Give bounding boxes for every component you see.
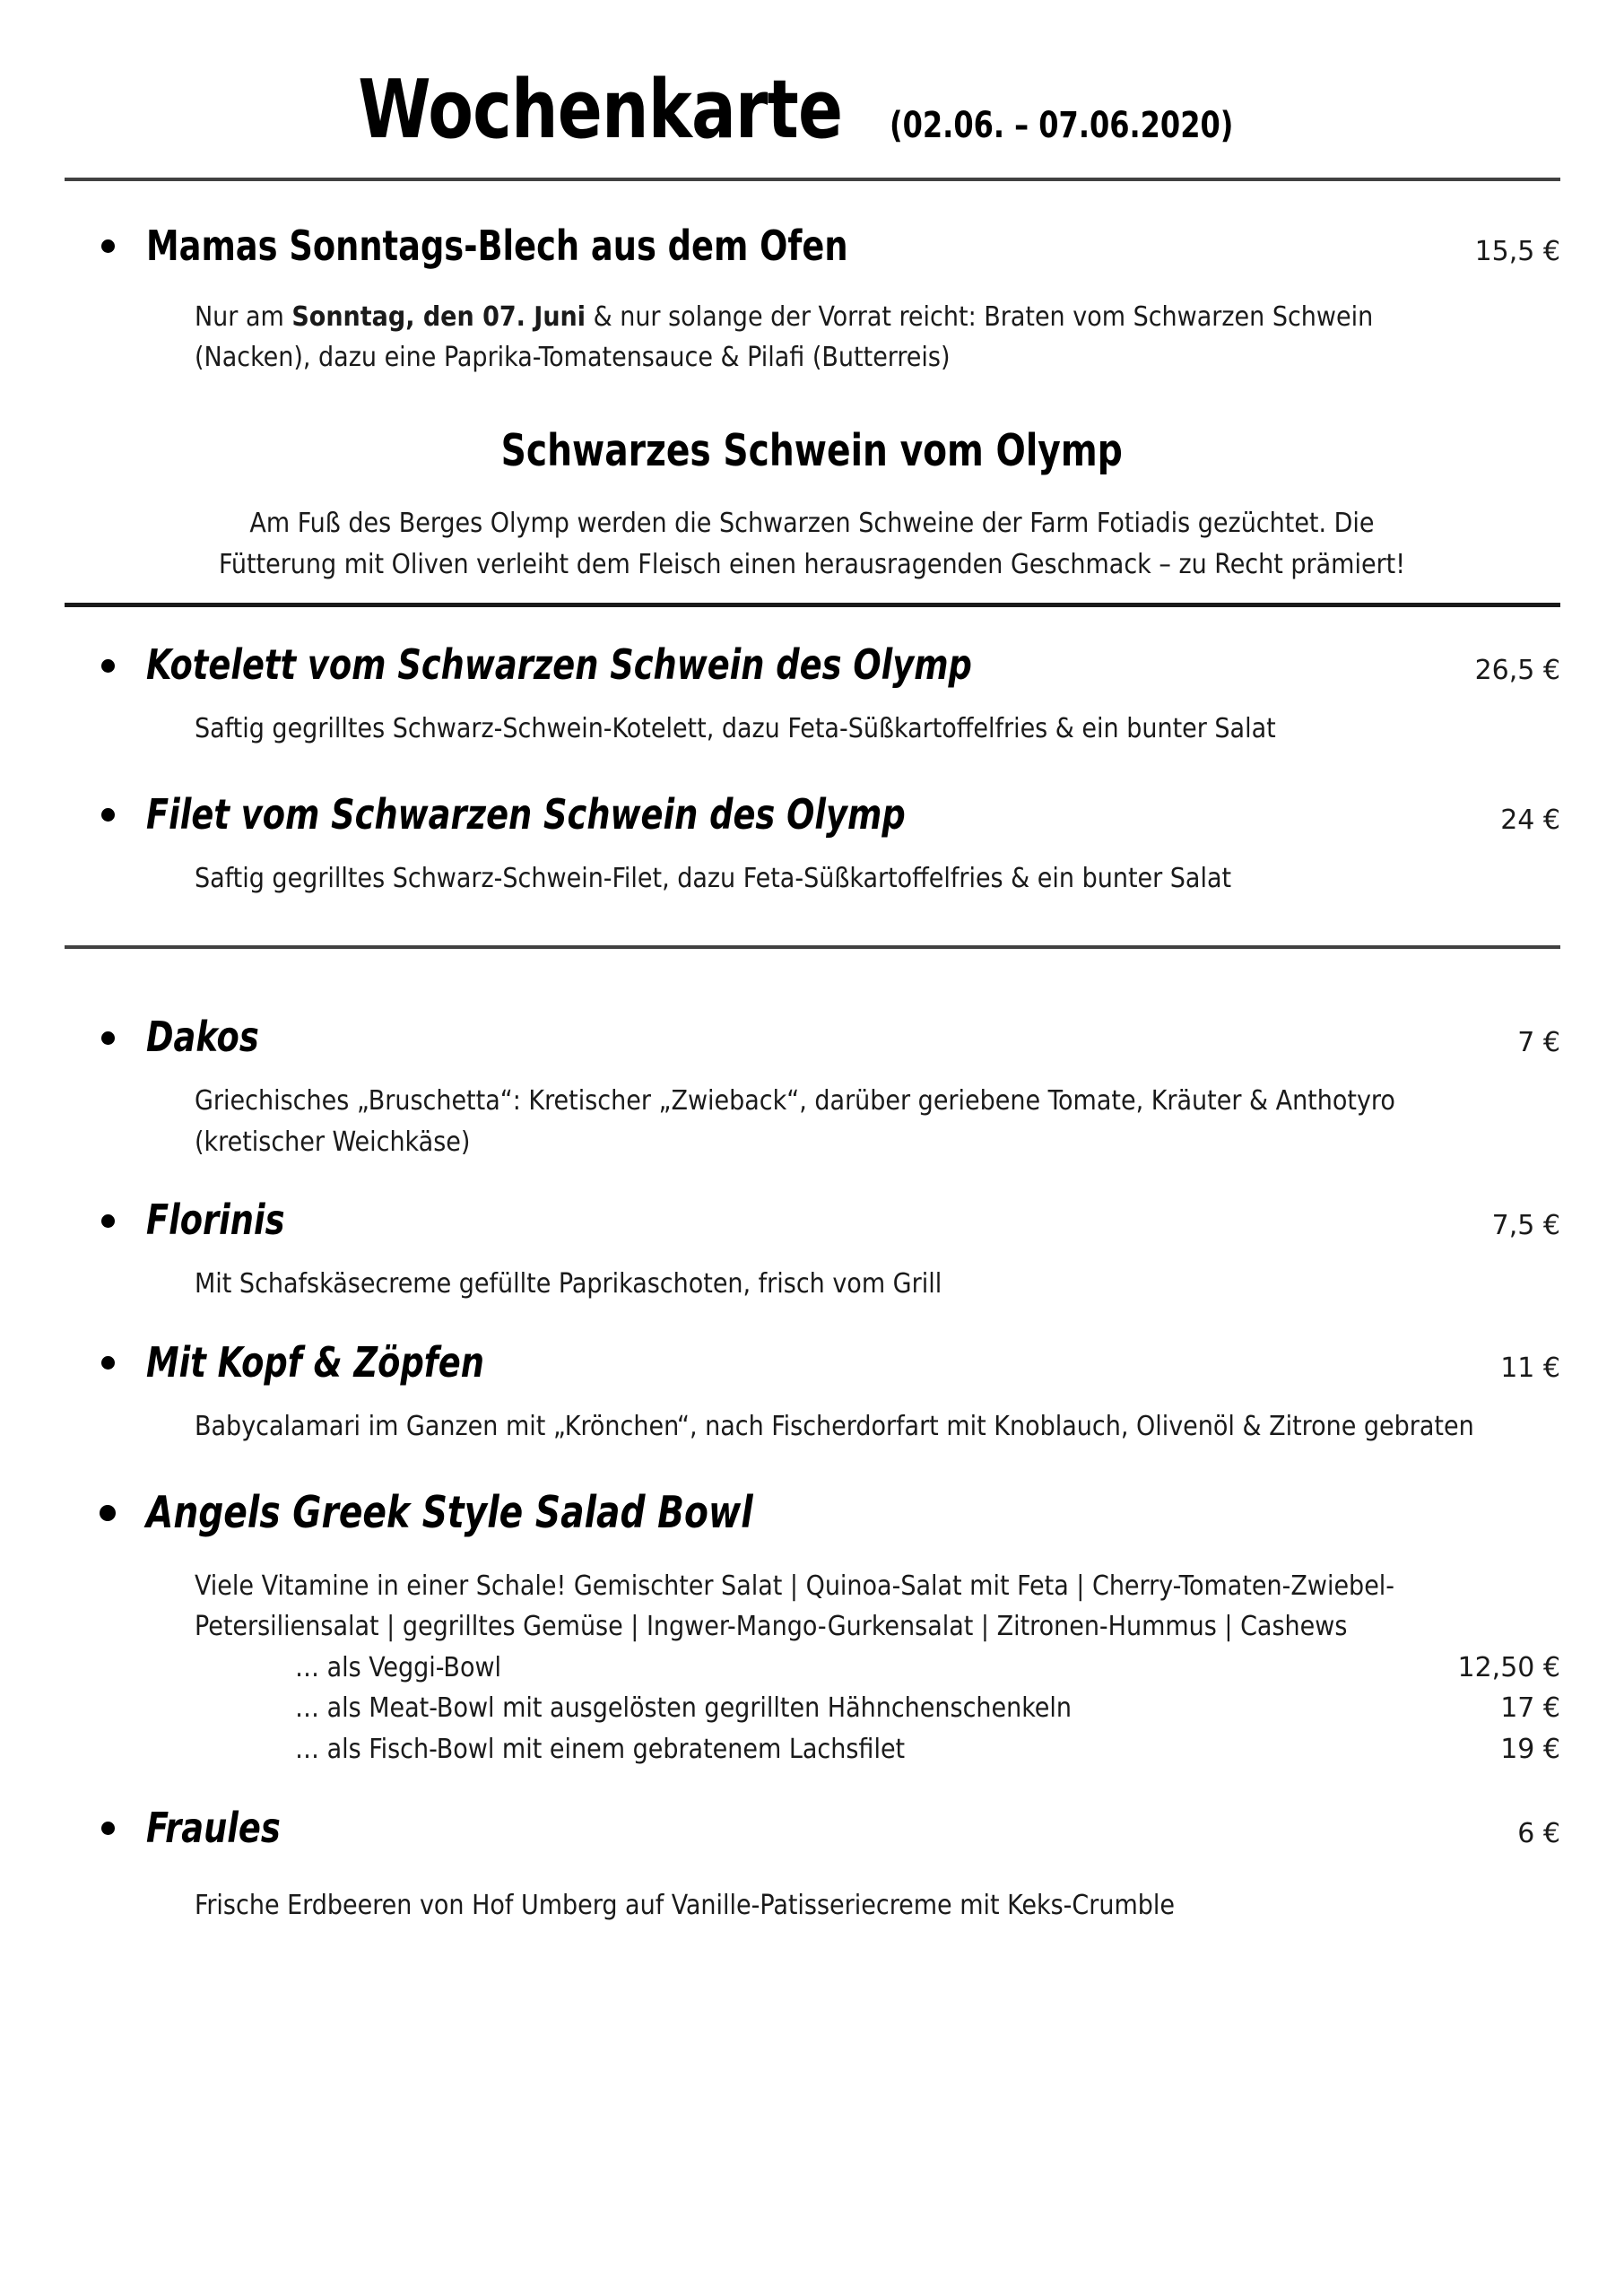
bowl-option-label: … als Meat-Bowl mit ausgelösten gegrillten Hähnchenschenkeln — [295, 1692, 1073, 1725]
bullet-icon — [101, 808, 115, 822]
menu-item-name: Dakos — [146, 1013, 259, 1062]
menu-item[interactable] — [64, 222, 1560, 270]
bullet-icon — [101, 1214, 115, 1228]
bowl-option-price: 17 € — [1500, 1692, 1560, 1725]
bullet-icon — [101, 1031, 115, 1045]
menu-item-price: 7,5 € — [1491, 1210, 1560, 1242]
menu-item[interactable] — [64, 1488, 1560, 1538]
menu-item-price: 11 € — [1500, 1352, 1560, 1384]
bowl-option-label: … als Veggi-Bowl — [295, 1651, 502, 1683]
menu-item-name: Mamas Sonntags-Blech aus dem Ofen — [146, 222, 848, 270]
menu-item-description: Babycalamari im Ganzen mit „Krönchen“, nach Fischerdorfart mit Knoblauch, Olivenöl & Zitrone gebraten — [195, 1410, 1474, 1442]
menu-item-name: Mit Kopf & Zöpfen — [146, 1337, 484, 1387]
menu-item-description: Saftig gegrilltes Schwarz-Schwein-Kotelett, dazu Feta-Süßkartoffelfries & ein bunter Salat — [195, 713, 1276, 745]
bowl-option-row[interactable] — [64, 1688, 1560, 1729]
bullet-icon — [100, 1505, 116, 1521]
menu-item-description: Griechisches „Bruschetta“: Kretischer „Zwieback“, darüber geriebene Tomate, Kräuter & Anthotyro (kretischer Weichkäse) — [195, 1085, 1395, 1158]
section-description: Am Fuß des Berges Olymp werden die Schwarzen Schweine der Farm Fotiadis gezüchtet. Die Fütterung mit Oliven verleiht dem Fleisch einen herausragenden Geschmack – zu Recht prämiert! — [218, 508, 1406, 580]
menu-item[interactable] — [64, 1339, 1560, 1387]
bullet-icon — [101, 1356, 115, 1370]
page-header — [0, 0, 1624, 157]
menu-item-description: Viele Vitamine in einer Schale! Gemischter Salat | Quinoa-Salat mit Feta | Cherry-Tomaten-Zwiebel-Petersiliensalat | gegrilltes Gemüse | Ingwer-Mango-Gurkensalat | Zitronen-Hummus | Cashews — [195, 1570, 1395, 1643]
menu-item-description: Saftig gegrilltes Schwarz-Schwein-Filet, dazu Feta-Süßkartoffelfries & ein bunter Salat — [195, 862, 1232, 894]
bullet-icon — [101, 659, 115, 673]
bowl-option-row[interactable] — [64, 1729, 1560, 1770]
menu-item-price: 26,5 € — [1474, 655, 1560, 687]
bowl-option-label: … als Fisch-Bowl mit einem gebratenem Lachsfilet — [295, 1734, 906, 1765]
menu-item-name: Angels Greek Style Salad Bowl — [146, 1487, 753, 1539]
menu-item-price: 15,5 € — [1474, 236, 1560, 267]
menu-item[interactable] — [64, 641, 1560, 689]
bowl-option-price: 12,50 € — [1457, 1651, 1560, 1683]
page-title-text: Wochenkarte — [357, 63, 842, 157]
menu-item-description: Frische Erdbeeren von Hof Umberg auf Vanille-Patisseriecreme mit Keks-Crumble — [195, 1890, 1176, 1922]
page-title — [305, 63, 1320, 157]
menu-item-name: Kotelett vom Schwarzen Schwein des Olymp — [146, 640, 972, 690]
menu-content-mezze — [0, 949, 1624, 1926]
bullet-icon — [101, 239, 115, 253]
menu-item[interactable] — [64, 1805, 1560, 1852]
menu-item-description: Mit Schafskäsecreme gefüllte Paprikaschoten, frisch vom Grill — [195, 1268, 942, 1300]
desc-text-pre: Nur am — [195, 300, 292, 333]
menu-item-name: Filet vom Schwarzen Schwein des Olymp — [146, 789, 906, 839]
menu-item-price: 24 € — [1500, 804, 1560, 836]
menu-content-pork — [0, 607, 1624, 926]
menu-item-price: 7 € — [1517, 1027, 1560, 1059]
menu-item[interactable] — [64, 1013, 1560, 1061]
bowl-option-price: 19 € — [1500, 1734, 1560, 1765]
desc-text-bold: Sonntag, den 07. Juni — [291, 300, 586, 333]
menu-item-price: 6 € — [1517, 1817, 1560, 1849]
menu-item-name: Florinis — [146, 1196, 285, 1245]
bowl-option-row[interactable] — [64, 1648, 1560, 1689]
menu-content — [0, 181, 1624, 585]
menu-item-description — [64, 297, 1504, 378]
bullet-icon — [101, 1822, 115, 1835]
section-heading-text: Schwarzes Schwein vom Olymp — [500, 425, 1124, 477]
menu-item-name: Fraules — [146, 1803, 281, 1852]
section-heading — [64, 425, 1560, 476]
desc-text-post: & nur solange der Vorrat reicht: Braten vom Schwarzen Schwein (Nacken), dazu eine Paprika-Tomatensauce & Pilafi (Butterreis) — [195, 300, 1374, 374]
menu-item[interactable] — [64, 1196, 1560, 1244]
menu-item[interactable] — [64, 791, 1560, 839]
page-title-date-range: (02.06. – 07.06.2020) — [890, 105, 1234, 146]
